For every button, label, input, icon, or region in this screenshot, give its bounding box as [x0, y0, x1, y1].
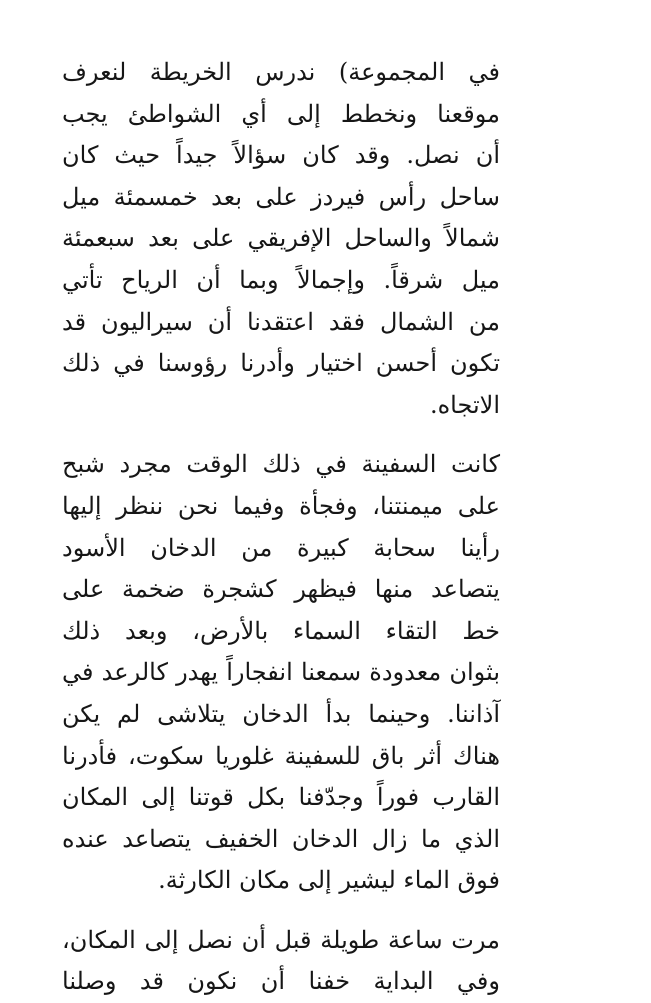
text-line: وفي البداية خفنا أن نكون قد وصلنا	[62, 967, 500, 996]
book-page	[62, 52, 500, 1003]
text-line: آذاننا. وحينما بدأ الدخان يتلاشى لم يكن	[62, 699, 500, 728]
text-line: شمالاً والساحل الإفريقي على بعد سبعمئة	[62, 224, 500, 253]
text-line: خط التقاء السماء بالأرض، وبعد ذلك	[62, 616, 500, 645]
text-line: في المجموعة) ندرس الخريطة لنعرف	[62, 58, 500, 86]
text-line: القارب فوراً وجدّفنا بكل قوتنا إلى المكان	[62, 783, 500, 812]
paragraph-3	[62, 920, 500, 1003]
text-line: الذي ما زال الدخان الخفيف يتصاعد عنده	[62, 824, 500, 853]
paragraph-2	[62, 444, 500, 902]
text-line: مرت ساعة طويلة قبل أن نصل إلى المكان،	[62, 925, 500, 954]
text-line: أن نصل. وقد كان سؤالاً جيداً حيث كان	[62, 141, 500, 170]
text-line: كانت السفينة في ذلك الوقت مجرد شبح	[62, 450, 500, 479]
text-line: ساحل رأس فيردز على بعد خمسمئة ميل	[62, 182, 500, 211]
text-line: على ميمنتنا، وفجأة وفيما نحن ننظر إليها	[62, 491, 500, 520]
text-line: يتصاعد منها فيظهر كشجرة ضخمة على	[62, 575, 500, 604]
text-line: الاتجاه.	[429, 390, 500, 419]
text-line: ميل شرقاً. وإجمالاً وبما أن الرياح تأتي	[62, 265, 500, 294]
text-line: فوق الماء ليشير إلى مكان الكارثة.	[158, 866, 500, 895]
paragraph-1	[62, 52, 500, 426]
text-line: بثوان معدودة سمعنا انفجاراً يهدر كالرعد في	[62, 658, 500, 687]
text-line: رأينا سحابة كبيرة من الدخان الأسود	[62, 533, 500, 562]
text-line: من الشمال فقد اعتقدنا أن سيراليون قد	[62, 307, 500, 336]
text-line: تكون أحسن اختيار وأدرنا رؤوسنا في ذلك	[62, 349, 500, 378]
text-line: هناك أثر باق للسفينة غلوريا سكوت، فأدرنا	[62, 741, 500, 770]
text-line: موقعنا ونخطط إلى أي الشواطئ يجب	[62, 99, 500, 128]
